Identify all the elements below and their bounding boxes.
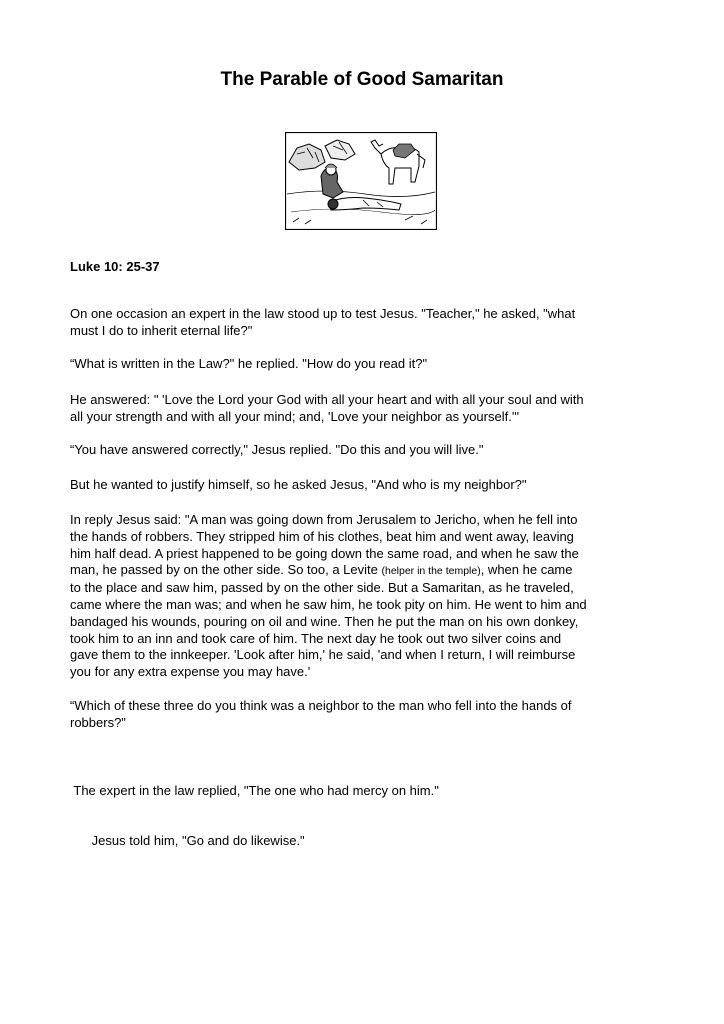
text-fragment: man, he passed by on the other side. So too, a Levite: [70, 562, 382, 578]
text-line: the hands of robbers. They stripped him of his clothes, beat him and went away, leaving: [70, 528, 574, 544]
text-line: bandaged his wounds, pouring on oil and wine. Then he put the man on his own donkey,: [70, 613, 579, 629]
levite-note: (helper in the temple): [381, 565, 481, 578]
text-line: “You have answered correctly," Jesus replied. "Do this and you will live.": [70, 442, 484, 457]
text-line: But he wanted to justify himself, so he asked Jesus, "And who is my neighbor?": [70, 477, 527, 492]
paragraph-3: [70, 392, 660, 426]
paragraph-8: [70, 749, 660, 867]
text-line: “What is written in the Law?" he replied. "How do you read it?": [70, 356, 428, 371]
text-fragment: , when he came: [480, 562, 573, 578]
text-line: The expert in the law replied, "The one who had mercy on him.": [70, 782, 439, 798]
page-title: The Parable of Good Samaritan: [220, 69, 504, 90]
text-line: [70, 562, 660, 580]
text-line: must I do to inherit eternal life?": [70, 322, 253, 338]
paragraph-5: [70, 477, 660, 494]
text-line: robbers?": [70, 714, 126, 730]
text-line: gave them to the innkeeper. 'Look after him,' he said, 'and when I return, I will reimburse: [70, 647, 576, 663]
text-line: Jesus told him, "Go and do likewise.": [70, 832, 305, 848]
text-line: took him to an inn and took care of him. The next day he took out two silver coins and: [70, 630, 562, 646]
text-line: On one occasion an expert in the law stood up to test Jesus. "Teacher," he asked, "what: [70, 306, 576, 321]
paragraph-6: [70, 512, 660, 681]
paragraph-1: [70, 306, 660, 340]
text-line: you for any extra expense you may have.': [70, 664, 311, 680]
paragraph-2: [70, 356, 660, 373]
text-line: came where the man was; and when he saw him, he took pity on him. He went to him and: [70, 596, 587, 612]
scripture-reference: Luke 10: 25-37: [70, 259, 160, 274]
good-samaritan-illustration-icon: [285, 132, 437, 230]
text-line: In reply Jesus said: "A man was going down from Jerusalem to Jericho, when he fell into: [70, 512, 578, 527]
text-line: him half dead. A priest happened to be going down the same road, and when he saw the: [70, 545, 579, 561]
paragraph-4: [70, 442, 660, 459]
text-line: “Which of these three do you think was a neighbor to the man who fell into the hands of: [70, 698, 572, 713]
text-line: all your strength and with all your mind; and, 'Love your neighbor as yourself.'": [70, 408, 519, 424]
text-line: He answered: " 'Love the Lord your God with all your heart and with all your soul and with: [70, 392, 584, 407]
text-line: to the place and saw him, passed by on the other side. But a Samaritan, as he traveled,: [70, 580, 574, 596]
paragraph-7: [70, 698, 660, 732]
